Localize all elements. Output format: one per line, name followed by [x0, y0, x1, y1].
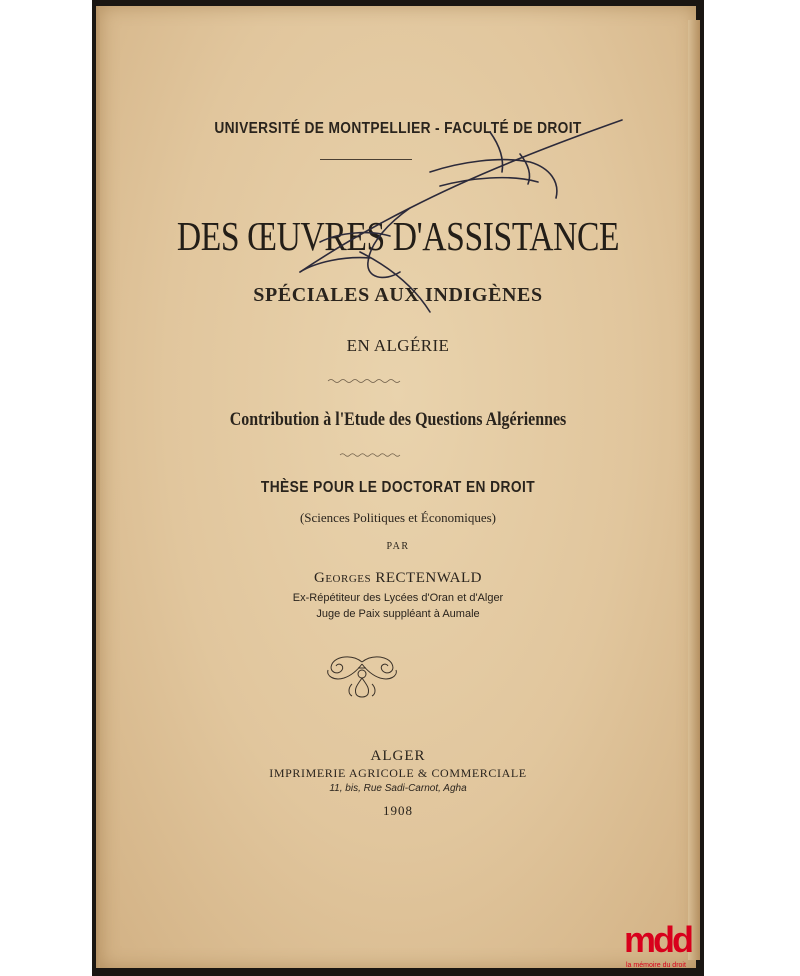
logo-mark: mdd	[624, 919, 691, 960]
wavy-divider	[328, 378, 400, 384]
author-credential-2: Juge de Paix suppléant à Aumale	[316, 608, 480, 620]
author-name	[100, 570, 696, 587]
logo-tagline: la mémoire du droit	[626, 962, 686, 969]
university-heading: UNIVERSITÉ DE MONTPELLIER - FACULTÉ DE DROIT	[214, 120, 582, 137]
author-first-name: Georges	[313, 570, 372, 586]
printer-address: 11, bis, Rue Sadi-Carnot, Agha	[329, 783, 467, 794]
author-last-name: RECTENWALD	[375, 570, 483, 586]
wavy-divider-2	[340, 452, 400, 458]
mdd-logo	[624, 920, 704, 976]
author-credential-1: Ex-Répétiteur des Lycées d'Oran et d'Alger	[292, 592, 504, 604]
publication-city: ALGER	[370, 748, 426, 764]
thesis-field: (Sciences Politiques et Économiques)	[299, 510, 497, 525]
book-subtitle: SPÉCIALES AUX INDIGÈNES	[253, 284, 543, 306]
by-label: PAR	[386, 541, 410, 552]
printer-name: IMPRIMERIE AGRICOLE & COMMERCIALE	[269, 766, 527, 780]
book-title: DES ŒUVRES D'ASSISTANCE	[176, 213, 620, 259]
divider-rule	[320, 159, 412, 160]
publication-year: 1908	[383, 803, 413, 818]
thesis-heading: THÈSE POUR LE DOCTORAT EN DROIT	[260, 479, 536, 496]
book-region: EN ALGÉRIE	[346, 336, 450, 355]
printer-ornament-icon	[322, 654, 402, 700]
contribution-line: Contribution à l'Etude des Questions Algériennes	[229, 409, 567, 430]
page-edge-right	[688, 20, 700, 960]
